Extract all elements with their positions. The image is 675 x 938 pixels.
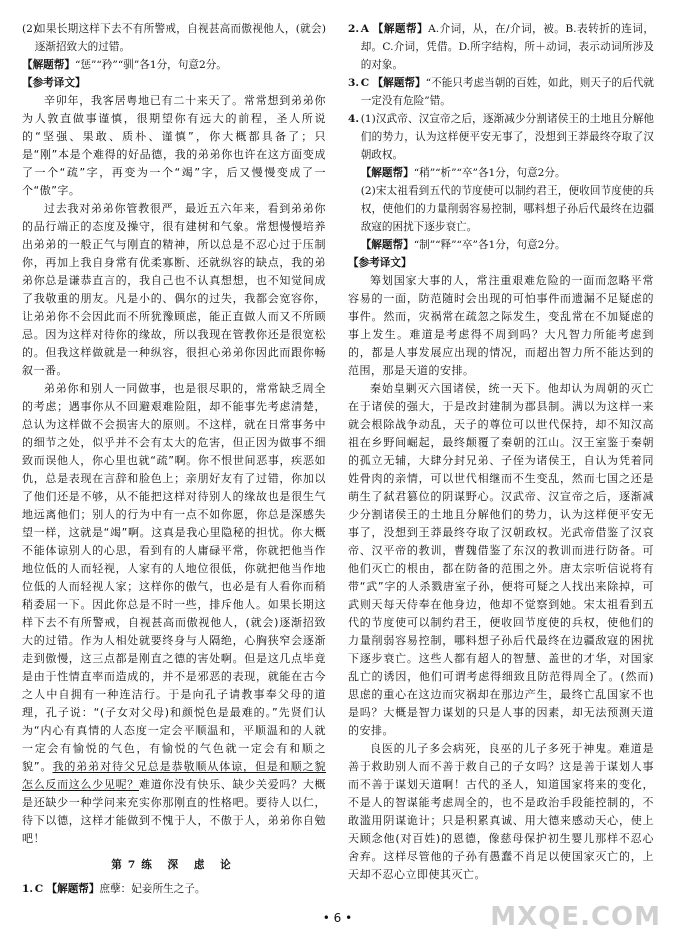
reference-translation-label: 【参考译文】 <box>22 77 86 89</box>
translation-text: 难道你没有快乐、缺少关爱吗？大概是还缺少一种学问来充实你那刚直的性格吧。要待人以仁，待下以德，这样才能做到不愧于人，不傲于人，弟弟你自勉吧！ <box>22 778 326 845</box>
answer-4-1-scoring <box>348 164 654 182</box>
answer-4-2-scoring <box>348 236 654 254</box>
translation-paragraph: 良医的儿子多会病死，良巫的儿子多死于神鬼。难道是善于救助别人而不善于救自己的子女吗？这是善于谋划人事而不善于谋划天道啊！古代的圣人，知道国家将来的变化，不是人的智谋能考虑周全的，也不是政治手段能控制的，不敢滥用阴谋诡计；只是积累真诚、用大德来感动天心，使上天顾念他(对百姓)的恩德，像慈母保护初生婴儿那样不忍心舍弃。这样尽管他的子孙有愚蠢不肖足以使国家灭亡的，上天却不忍心立即使其灭亡。 <box>348 742 654 881</box>
page-number: • 6 • <box>322 911 353 925</box>
answer-2-number: 2. <box>348 23 360 35</box>
watermark-logo: MXQE.COM <box>490 902 661 932</box>
answer-2 <box>348 20 654 74</box>
answer-3-choice: C <box>360 77 370 89</box>
section-title: 第7练 深 虑 论 <box>111 859 237 871</box>
answer-1-text: 庶孽：妃妾所生之子。 <box>99 883 206 895</box>
translation-paragraph: 辛卯年，我客居粤地已有二十来天了。常常想到弟弟你为人敦直做事谨慎，很期望你有远大的前程，圣人所说的“坚强、果敢、质朴、谨慎”，你大概都具备了；只是“刚”本是个难得的好品德，我的弟弟你也许在这方面变成了一个“疏”字，再变为一个“竭”字，后又慢慢变成了一个“傲”字。 <box>22 94 326 197</box>
answer-1-label: 【解题帮】 <box>46 883 100 895</box>
answer-3 <box>348 74 654 110</box>
translation-paragraph: 筹划国家大事的人，常注重艰难危险的一面而忽略平常容易的一面，防范随时会出现的可怕事件而遗漏不足疑虑的事件。然而，灾祸常在疏忽之际发生，变乱常在不加疑虑的事上发生。难道是考虑得不周到吗？大凡智力所能考虑到的，都是人事发展应出现的情况，而超出智力所不能达到的范围，那是天道的安排。 <box>348 274 654 377</box>
translation-paragraph: 过去我对弟弟你管教很严，最近五六年来，看到弟弟你的品行端正的态度及操守，很有建树和气象。常想慢慢培养出弟弟的一般正气与刚直的精神，所以总是不忍心过于压制你，再加上我自身常有优柔寡断、还就纵容的缺点，我的弟弟你总是谦恭直言的，我自己也不认真想想，也不知觉间成了我敬重的朋友。凡是小的、偶尔的过失，我都会宽容你，让弟弟你不会因此而不所犹豫顾虑，能正直做人而又不所顾忌。因为这样对待你的缘故，所以我现在管教你还是很宽松的。但我这样做就是一种纵容，很担心弟弟你因此而跟你畅叙一番。 <box>22 202 326 377</box>
answer-2-text: A.介词，从，在/介词，被。B.表转折的连词，却。C.介词，凭借。D.所字结构，所＋动词，表示动词所涉及的对象。 <box>360 23 654 71</box>
answer-4-2-right <box>348 182 654 236</box>
reference-translation-label: 【参考译文】 <box>348 257 412 269</box>
answer-1 <box>22 880 326 898</box>
translation-text: 弟弟你和别人一同做事，也是很尽职的，常常缺乏周全的考虑；遇事你从不回避艰难险阻，却不能事先考虑清楚，总认为这样做不会损害大的原则。不这样，就在日常事务中的细节之处，似乎并不会有太大的危害，但正因为做事不细致而误他人，你心里也就“疏”啊。你不恨世间恶事，疾恶如仇，总是表现在言辞和脸色上；亲朋好友有了过错，你加以了他们还是不够，从不能把这样对待别人的缘故也是很生气地远离他们；别人的行为中有一点不如你愿，你总是深感失望一样，这就是“竭”啊。这真是我心里隐秘的担忧。你大概不能体谅别人的心思，看到有的人庸碌平常，你就把他当作地位低的人而轻视，人家有的人地位很低，你就把他当作地位低的人而轻视人家；这样你的傲气，也必是有人看你而稍稍委屈一下。因此你总是不时一些，排斥他人。如果长期这样下去不有所警戒，自视甚高而傲视他人，(就会)逐渐招致大的过错。作为人相处就要终身与人隔绝，心胸狭窄会逐渐走到傲慢，这三点都是刚直之德的害处啊。但是这几点毕竟是由于性情直率而造成的，并不是邪恶的表现，就能在古今之人中自拥有一种连洁行。于是向孔子请教事奉父母的道理，孔子说：“(子女对父母)和颜悦色是最难的。”先贤们认为“内心有真情的人态度一定会平顺温和，平顺温和的人就一定会有愉悦的气色，有愉悦的气色就一定会有和顺之貌”。 <box>22 382 326 773</box>
translation-paragraph: 秦始皇剿灭六国诸侯，统一天下。他却认为周朝的灭亡在于诸侯的强大，于是改封建制为郡县制。满以为这样一来就会根除战争动乱，天子的尊位可以世代保持，却不知汉高祖在乡野间崛起，最终颠覆了秦朝的江山。汉王室鉴于秦朝的孤立无辅，大肆分封兄弟、子侄为诸侯王，自认为凭着同姓骨肉的亲情，可以世代相继而不生变乱，然而七国之还是萌生了弑君篡位的阴谋野心。汉武帝、汉宣帝之后，逐渐减少分割诸侯王的土地且分解他们的势力，认为这样便平安无事了，没想到王莽最终夺取了汉朝政权。光武帝借鉴了汉哀帝、汉平帝的教训，曹魏借鉴了东汉的教训而进行防备。可他们灭亡的根由，都在防备的范围之外。唐太宗听信说将有带“武”字的人杀戮唐室子孙，便将可疑之人找出来除掉，可武则天每天侍奉在他身边，他却不觉察到她。宋太祖看到五代的节度使可以制约君王，便收回节度使的兵权，使他们的力量削弱容易控制，哪料想子孙后代最终在边疆敌寇的困扰下逐步衰亡。这些人都有超人的智慧、盖世的才华，对国家乱亡的诱因，他们可谓考虑得细致且防范得周全了。(然而)思虑的重心在这边而灾祸却在那边产生，最终亡乱国家不也是吗？大概是智力谋划的只是人事的因素，却无法预测天道的安排。 <box>348 382 654 737</box>
answer-4-2-text: (2)宋太祖看到五代的节度使可以制约君王，便收回节度使的兵权，使他们的力量削弱容易控制，哪料想子孙后代最终在边疆敌寇的困扰下逐步衰亡。 <box>360 185 654 233</box>
scoring-note <box>22 56 326 74</box>
scoring-label: 【解题帮】 <box>22 59 75 71</box>
answer-2-choice: A <box>360 23 369 35</box>
translation-paragraph <box>22 380 326 848</box>
answer-4-1 <box>348 110 654 164</box>
answer-4-2-number: (2) <box>22 23 38 35</box>
scoring-text: “惩”“矜”“驯”各1分，句意2分。 <box>74 59 227 71</box>
answer-4-number: 4. <box>348 113 360 125</box>
answer-1-choice: C <box>34 883 44 895</box>
underlined-sentence: 我的弟弟对待父兄总是恭敬顺从体谅，但是和顺之貌怎么反而这么少见呢？ <box>22 760 326 791</box>
answer-3-label: 【解题帮】 <box>372 77 426 89</box>
answer-2-label: 【解题帮】 <box>372 23 429 35</box>
answer-4-2 <box>22 20 326 56</box>
answer-4-2-score: “制”“释”“卒”各1分，句意2分。 <box>413 239 566 251</box>
answer-4-1-score: “稍”“析”“卒”各1分，句意2分。 <box>413 167 566 179</box>
answer-4-1-text: (1)汉武帝、汉宣帝之后，逐渐减少分割诸侯王的土地且分解他们的势力，认为这样便平安无事了，没想到王莽最终夺取了汉朝政权。 <box>360 113 654 161</box>
answer-4-2-label: 【解题帮】 <box>360 239 414 251</box>
answer-3-text: “不能只考虑当朝的百姓，如此，则天子的后代就一定没有危险”错。 <box>360 77 654 107</box>
answer-3-number: 3. <box>348 77 360 89</box>
right-column <box>348 20 654 884</box>
answer-1-number: 1. <box>22 883 34 895</box>
answer-4-1-label: 【解题帮】 <box>360 167 414 179</box>
answer-4-2-text: 如果长期这样下去不有所警戒，自视甚高而傲视他人，(就会)逐渐招致大的过错。 <box>34 23 326 53</box>
left-column <box>22 20 326 898</box>
